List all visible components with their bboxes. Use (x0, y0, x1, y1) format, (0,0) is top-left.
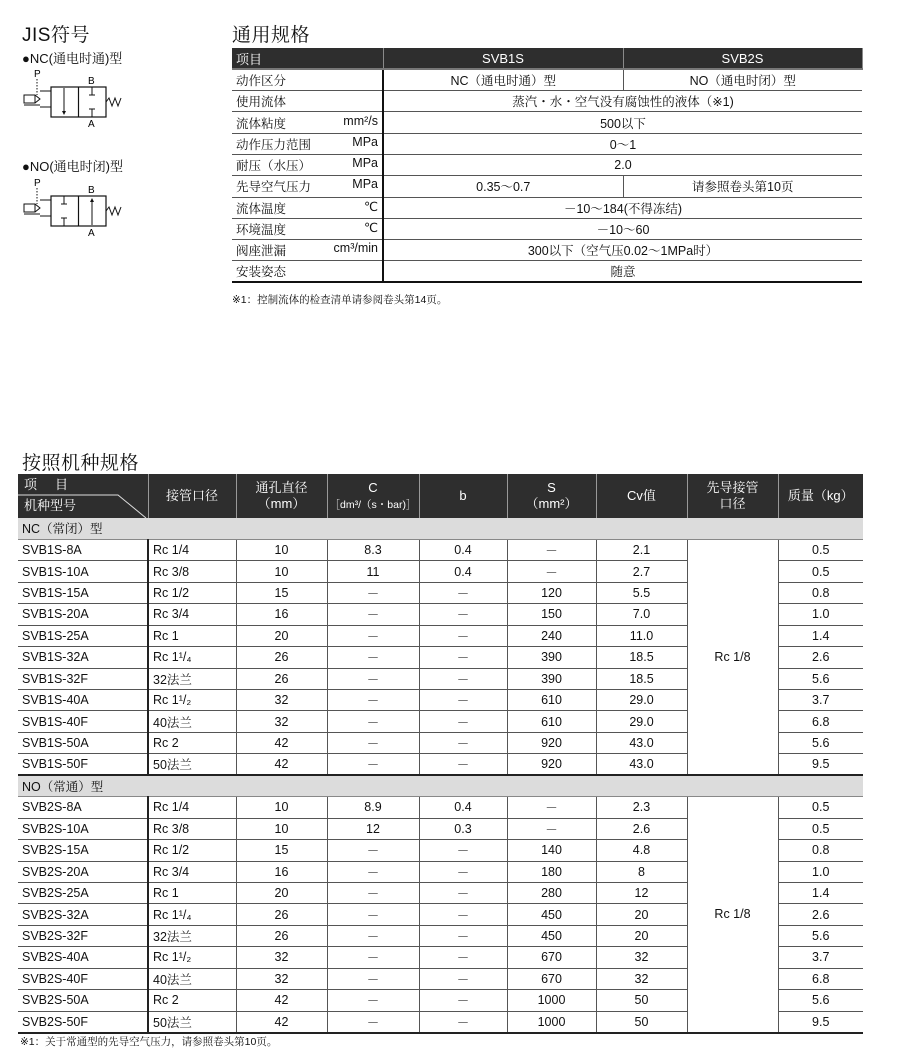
cell-b: － (419, 754, 507, 775)
cell-c: － (327, 1011, 419, 1032)
cell-port: 40法兰 (148, 968, 236, 989)
cell-b: － (419, 861, 507, 882)
general-spec-row (232, 197, 862, 218)
cell-s: 670 (507, 947, 596, 968)
cell-port: Rc 1/4 (148, 539, 236, 560)
header-bore-label: 通孔直径 (255, 480, 308, 495)
general-spec-row (232, 154, 862, 175)
cell-cv: 12 (596, 882, 687, 903)
header-cv: Cv值 (596, 474, 687, 518)
cell-s: 240 (507, 625, 596, 646)
spec-value-both: －10～60 (383, 218, 862, 239)
cell-model: SVB2S-25A (18, 882, 148, 903)
spec-unit: MPa (352, 134, 378, 149)
cell-port: Rc 2 (148, 990, 236, 1011)
cell-s: 150 (507, 604, 596, 625)
spec-item-cell (232, 218, 383, 239)
header-corner (18, 474, 148, 518)
spec-value-both: 2.0 (383, 154, 862, 175)
spec-item-cell (232, 69, 383, 90)
header-s (507, 474, 596, 518)
cell-c: － (327, 904, 419, 925)
cell-port: Rc 1¹/₂ (148, 947, 236, 968)
cell-s: 920 (507, 754, 596, 775)
spec-value-both: 500以下 (383, 112, 862, 133)
cell-b: － (419, 990, 507, 1011)
header-pilot-line1: 先导接管 (706, 480, 759, 495)
cell-cv: 29.0 (596, 711, 687, 732)
cell-b: － (419, 604, 507, 625)
spec-value-svb1s: 0.35～0.7 (383, 176, 623, 197)
header-s-label: S (547, 480, 556, 495)
cell-port: 40法兰 (148, 711, 236, 732)
cell-model: SVB1S-50F (18, 754, 148, 775)
cell-bore: 42 (236, 732, 327, 753)
header-c-label: C (368, 479, 378, 495)
cell-mass: 3.7 (778, 947, 863, 968)
model-spec-table (18, 474, 863, 1034)
model-row (18, 539, 863, 560)
spec-item-label: 环境温度 (236, 223, 287, 238)
general-spec-header-row (232, 48, 862, 69)
cell-b: － (419, 840, 507, 861)
spec-value-both: 300以下（空气压0.02～1MPa时） (383, 240, 862, 261)
cell-port: Rc 3/4 (148, 861, 236, 882)
spec-item-cell (232, 261, 383, 282)
cell-bore: 15 (236, 582, 327, 603)
cell-model: SVB1S-32A (18, 647, 148, 668)
cell-s: － (507, 797, 596, 818)
jis-title: JIS符号 (22, 25, 90, 46)
cell-model: SVB2S-40A (18, 947, 148, 968)
cell-model: SVB1S-10A (18, 561, 148, 582)
spec-item-label: 阀座泄漏 (236, 244, 287, 259)
cell-model: SVB2S-50F (18, 1011, 148, 1032)
cell-c: － (327, 754, 419, 775)
cell-cv: 7.0 (596, 604, 687, 625)
cell-c: － (327, 861, 419, 882)
header-item: 项目 (232, 48, 383, 69)
general-spec-note: ※1：控制流体的检查清单请参阅卷头第14页。 (232, 294, 448, 306)
cell-bore: 42 (236, 1011, 327, 1032)
cell-c: － (327, 882, 419, 903)
spec-item-label: 动作压力范围 (236, 137, 312, 152)
cell-cv: 8 (596, 861, 687, 882)
cell-model: SVB2S-40F (18, 968, 148, 989)
cell-port: Rc 1/4 (148, 797, 236, 818)
spec-unit: MPa (352, 177, 378, 192)
cell-cv: 18.5 (596, 647, 687, 668)
nc-symbol-label: ●NC(通电时通)型 (22, 51, 123, 66)
spec-unit: mm²/s (343, 113, 378, 128)
model-spec-note: ※1：关于常通型的先导空气压力，请参照卷头第10页。 (20, 1036, 278, 1048)
port-p-label: P (34, 178, 41, 189)
group-label: NO（常通）型 (18, 775, 863, 796)
cell-b: － (419, 690, 507, 711)
cell-mass: 0.5 (778, 539, 863, 560)
general-spec-row (232, 240, 862, 261)
no-symbol-label: ●NO(通电时闭)型 (22, 159, 124, 174)
spec-item-label: 动作区分 (236, 74, 287, 89)
cell-c: － (327, 711, 419, 732)
model-row (18, 797, 863, 818)
cell-model: SVB1S-40A (18, 690, 148, 711)
spec-value-svb2s: 请参照卷头第10页 (623, 176, 862, 197)
cell-bore: 26 (236, 668, 327, 689)
header-s-unit: （mm²） (525, 496, 578, 511)
cell-s: 610 (507, 711, 596, 732)
cell-bore: 42 (236, 754, 327, 775)
cell-cv: 20 (596, 925, 687, 946)
spec-value-both: 0～1 (383, 133, 862, 154)
spec-item-cell (232, 91, 383, 112)
cell-port: Rc 3/4 (148, 604, 236, 625)
cell-s: 450 (507, 925, 596, 946)
cell-cv: 2.1 (596, 539, 687, 560)
cell-port: Rc 1 (148, 882, 236, 903)
spec-item-label: 耐压（水压） (236, 159, 312, 174)
cell-model: SVB1S-20A (18, 604, 148, 625)
cell-bore: 20 (236, 625, 327, 646)
model-spec-header-row (18, 474, 863, 518)
port-b-label: B (88, 185, 95, 196)
cell-b: 0.4 (419, 797, 507, 818)
spec-value-both: 随意 (383, 261, 862, 282)
cell-s: 120 (507, 582, 596, 603)
cell-port: 50法兰 (148, 754, 236, 775)
cell-cv: 29.0 (596, 690, 687, 711)
cell-c: － (327, 690, 419, 711)
cell-c: － (327, 990, 419, 1011)
spec-value-both: 蒸汽・水・空气没有腐蚀性的液体（※1) (383, 91, 862, 112)
cell-model: SVB1S-15A (18, 582, 148, 603)
cell-model: SVB2S-8A (18, 797, 148, 818)
cell-cv: 2.7 (596, 561, 687, 582)
cell-s: 180 (507, 861, 596, 882)
cell-bore: 32 (236, 947, 327, 968)
cell-mass: 1.4 (778, 882, 863, 903)
cell-port: Rc 1¹/₄ (148, 904, 236, 925)
cell-mass: 0.8 (778, 582, 863, 603)
cell-mass: 5.6 (778, 925, 863, 946)
cell-c: 11 (327, 561, 419, 582)
spec-value-svb2s: NO（通电时闭）型 (623, 69, 862, 90)
cell-cv: 32 (596, 968, 687, 989)
general-spec-row (232, 218, 862, 239)
cell-b: － (419, 925, 507, 946)
cell-s: 610 (507, 690, 596, 711)
header-port-size: 接管口径 (148, 474, 236, 518)
cell-bore: 10 (236, 797, 327, 818)
cell-mass: 1.0 (778, 861, 863, 882)
spec-item-label: 流体粘度 (236, 116, 287, 131)
cell-s: 1000 (507, 990, 596, 1011)
cell-c: － (327, 840, 419, 861)
cell-c: － (327, 732, 419, 753)
cell-mass: 1.0 (778, 604, 863, 625)
spec-item-label: 先导空气压力 (236, 180, 312, 195)
header-pilot-line2: 口径 (719, 496, 746, 511)
header-c (327, 474, 419, 518)
cell-b: － (419, 882, 507, 903)
cell-b: － (419, 732, 507, 753)
spec-item-label: 安装姿态 (236, 265, 287, 280)
cell-model: SVB2S-50A (18, 990, 148, 1011)
cell-port: 32法兰 (148, 925, 236, 946)
port-a-label: A (88, 228, 95, 237)
cell-model: SVB1S-25A (18, 625, 148, 646)
general-spec-table (232, 48, 863, 283)
cell-b: － (419, 582, 507, 603)
cell-cv: 4.8 (596, 840, 687, 861)
cell-port: 32法兰 (148, 668, 236, 689)
cell-cv: 43.0 (596, 754, 687, 775)
cell-bore: 10 (236, 818, 327, 839)
header-svb2s: SVB2S (623, 48, 862, 69)
general-spec-row (232, 261, 862, 282)
cell-c: － (327, 668, 419, 689)
cell-bore: 32 (236, 968, 327, 989)
cell-c: － (327, 947, 419, 968)
cell-mass: 0.5 (778, 561, 863, 582)
spec-value-both: －10～184(不得冻结) (383, 197, 862, 218)
cell-bore: 32 (236, 690, 327, 711)
general-spec-row (232, 91, 862, 112)
cell-b: － (419, 947, 507, 968)
model-spec-title: 按照机种规格 (22, 453, 140, 474)
spec-unit: ℃ (363, 221, 378, 236)
cell-model: SVB2S-15A (18, 840, 148, 861)
cell-cv: 11.0 (596, 625, 687, 646)
cell-mass: 2.6 (778, 904, 863, 925)
spec-item-label: 流体温度 (236, 201, 287, 216)
cell-model: SVB2S-20A (18, 861, 148, 882)
cell-s: 390 (507, 647, 596, 668)
cell-cv: 18.5 (596, 668, 687, 689)
spec-item-cell (232, 197, 383, 218)
header-b: b (419, 474, 507, 518)
cell-b: － (419, 647, 507, 668)
cell-bore: 10 (236, 539, 327, 560)
spec-unit: ℃ (363, 199, 378, 214)
general-spec-title: 通用规格 (232, 25, 311, 46)
cell-b: － (419, 711, 507, 732)
cell-s: － (507, 561, 596, 582)
cell-pilot-port: Rc 1/8 (687, 797, 778, 1033)
cell-bore: 32 (236, 711, 327, 732)
spec-item-cell (232, 112, 383, 133)
cell-b: － (419, 968, 507, 989)
cell-cv: 2.3 (596, 797, 687, 818)
header-bore-unit: （mm） (257, 496, 306, 511)
cell-bore: 26 (236, 904, 327, 925)
cell-mass: 0.8 (778, 840, 863, 861)
spec-unit: MPa (352, 156, 378, 171)
cell-mass: 1.4 (778, 625, 863, 646)
header-bore (236, 474, 327, 518)
cell-b: 0.4 (419, 539, 507, 560)
no-valve-symbol-icon (22, 177, 132, 237)
cell-port: 50法兰 (148, 1011, 236, 1032)
cell-port: Rc 1¹/₂ (148, 690, 236, 711)
cell-mass: 2.6 (778, 647, 863, 668)
cell-model: SVB2S-10A (18, 818, 148, 839)
cell-model: SVB1S-50A (18, 732, 148, 753)
cell-s: 920 (507, 732, 596, 753)
cell-s: 280 (507, 882, 596, 903)
cell-port: Rc 1¹/₄ (148, 647, 236, 668)
spec-item-cell (232, 154, 383, 175)
cell-cv: 32 (596, 947, 687, 968)
port-p-label: P (34, 69, 41, 80)
cell-c: － (327, 647, 419, 668)
spec-item-cell (232, 240, 383, 261)
cell-bore: 42 (236, 990, 327, 1011)
cell-c: 12 (327, 818, 419, 839)
cell-s: 140 (507, 840, 596, 861)
cell-mass: 0.5 (778, 797, 863, 818)
spec-value-svb1s: NC（通电时通）型 (383, 69, 623, 90)
cell-cv: 43.0 (596, 732, 687, 753)
cell-b: － (419, 668, 507, 689)
cell-port: Rc 3/8 (148, 561, 236, 582)
header-pilot-port (687, 474, 778, 518)
group-header-row (18, 775, 863, 796)
cell-c: － (327, 925, 419, 946)
cell-port: Rc 1 (148, 625, 236, 646)
cell-b: － (419, 1011, 507, 1032)
header-item-label: 项目 (24, 477, 87, 492)
group-header-row (18, 518, 863, 539)
port-a-label: A (88, 119, 95, 128)
header-c-unit: ［dm³/（s・bar)］ (329, 498, 417, 511)
cell-model: SVB1S-40F (18, 711, 148, 732)
cell-c: － (327, 625, 419, 646)
cell-bore: 26 (236, 925, 327, 946)
cell-model: SVB1S-32F (18, 668, 148, 689)
cell-mass: 0.5 (778, 818, 863, 839)
cell-mass: 5.6 (778, 668, 863, 689)
spec-item-label: 使用流体 (236, 95, 287, 110)
header-model-label: 机种型号 (24, 498, 77, 513)
cell-c: － (327, 604, 419, 625)
cell-c: － (327, 968, 419, 989)
cell-c: 8.9 (327, 797, 419, 818)
spec-item-cell (232, 133, 383, 154)
cell-mass: 6.8 (778, 968, 863, 989)
cell-cv: 50 (596, 990, 687, 1011)
cell-model: SVB1S-8A (18, 539, 148, 560)
cell-c: － (327, 582, 419, 603)
cell-s: － (507, 539, 596, 560)
cell-s: 390 (507, 668, 596, 689)
cell-bore: 15 (236, 840, 327, 861)
cell-b: － (419, 625, 507, 646)
cell-s: － (507, 818, 596, 839)
spec-item-cell (232, 176, 383, 197)
header-mass: 质量（kg） (778, 474, 863, 518)
cell-port: Rc 1/2 (148, 840, 236, 861)
cell-s: 1000 (507, 1011, 596, 1032)
cell-mass: 5.6 (778, 732, 863, 753)
cell-port: Rc 1/2 (148, 582, 236, 603)
cell-mass: 6.8 (778, 711, 863, 732)
spec-unit: cm³/min (333, 241, 378, 256)
cell-cv: 20 (596, 904, 687, 925)
cell-bore: 16 (236, 604, 327, 625)
cell-cv: 50 (596, 1011, 687, 1032)
general-spec-row (232, 69, 862, 90)
general-spec-row (232, 133, 862, 154)
cell-cv: 5.5 (596, 582, 687, 603)
cell-bore: 16 (236, 861, 327, 882)
cell-mass: 9.5 (778, 754, 863, 775)
cell-cv: 2.6 (596, 818, 687, 839)
cell-pilot-port: Rc 1/8 (687, 539, 778, 775)
cell-c: 8.3 (327, 539, 419, 560)
cell-b: 0.3 (419, 818, 507, 839)
cell-port: Rc 2 (148, 732, 236, 753)
cell-model: SVB2S-32A (18, 904, 148, 925)
cell-s: 450 (507, 904, 596, 925)
group-label: NC（常闭）型 (18, 518, 863, 539)
general-spec-row (232, 176, 862, 197)
cell-bore: 26 (236, 647, 327, 668)
cell-mass: 3.7 (778, 690, 863, 711)
cell-b: － (419, 904, 507, 925)
cell-bore: 20 (236, 882, 327, 903)
port-b-label: B (88, 76, 95, 87)
cell-s: 670 (507, 968, 596, 989)
nc-valve-symbol-icon (22, 68, 132, 128)
cell-model: SVB2S-32F (18, 925, 148, 946)
cell-b: 0.4 (419, 561, 507, 582)
header-svb1s: SVB1S (383, 48, 623, 69)
general-spec-row (232, 112, 862, 133)
cell-mass: 5.6 (778, 990, 863, 1011)
cell-mass: 9.5 (778, 1011, 863, 1032)
cell-port: Rc 3/8 (148, 818, 236, 839)
cell-bore: 10 (236, 561, 327, 582)
